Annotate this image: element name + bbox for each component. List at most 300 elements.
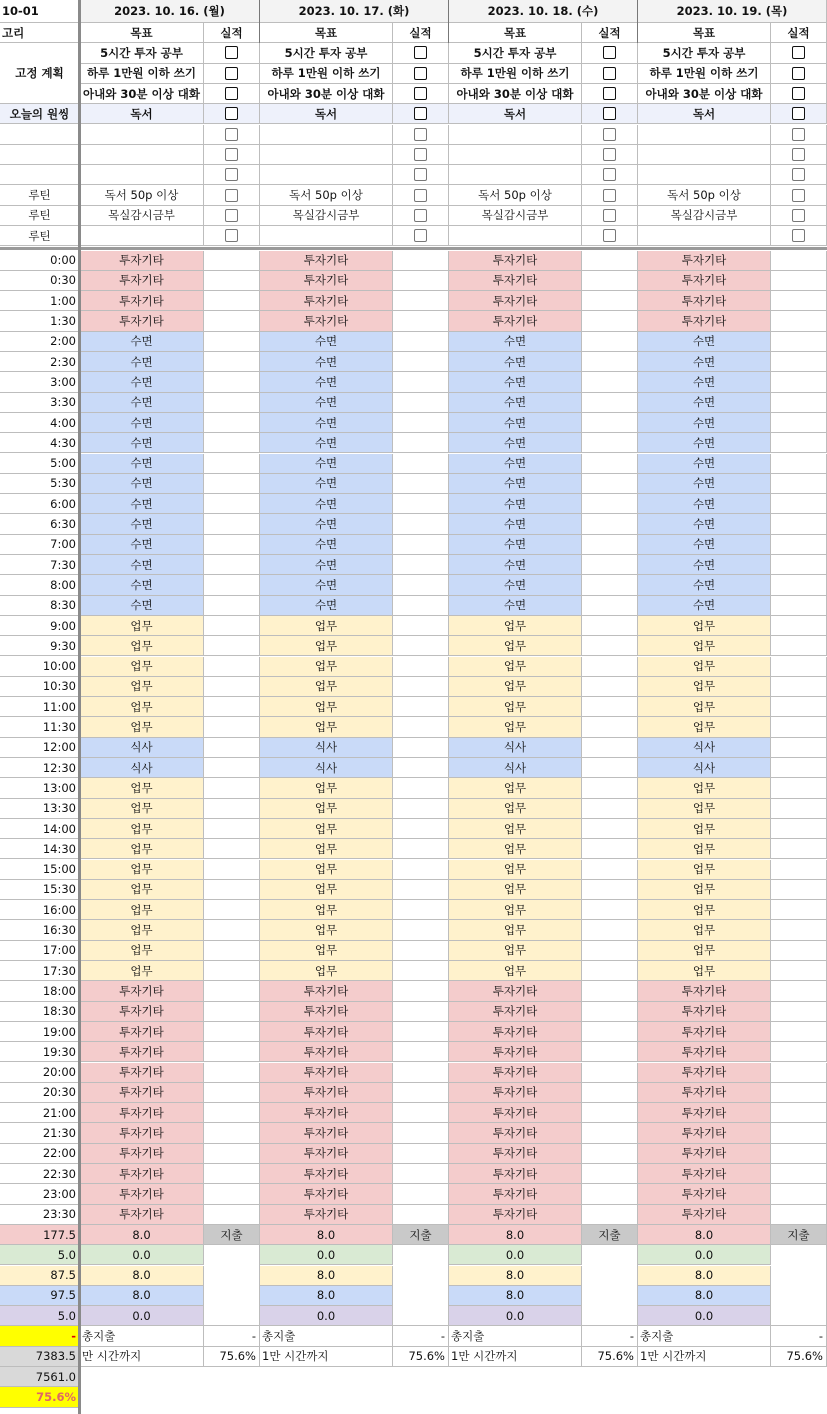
empty-goal-cell[interactable] [449, 125, 582, 145]
schedule-activity[interactable]: 수면 [80, 372, 204, 392]
schedule-activity[interactable]: 업무 [260, 616, 393, 636]
schedule-result-cell[interactable] [204, 819, 260, 839]
schedule-result-cell[interactable] [771, 494, 827, 514]
schedule-result-cell[interactable] [204, 616, 260, 636]
result-checkbox[interactable] [792, 168, 805, 181]
schedule-result-cell[interactable] [393, 1184, 449, 1204]
schedule-activity[interactable]: 투자기타 [638, 251, 771, 271]
result-checkbox[interactable] [792, 46, 805, 59]
schedule-result-cell[interactable] [204, 677, 260, 697]
schedule-activity[interactable]: 식사 [449, 738, 582, 758]
schedule-result-cell[interactable] [393, 758, 449, 778]
schedule-activity[interactable]: 수면 [80, 535, 204, 555]
schedule-result-cell[interactable] [393, 413, 449, 433]
schedule-result-cell[interactable] [204, 738, 260, 758]
schedule-activity[interactable]: 수면 [80, 575, 204, 595]
schedule-result-cell[interactable] [771, 1103, 827, 1123]
schedule-activity[interactable]: 투자기타 [260, 1002, 393, 1022]
schedule-activity[interactable]: 업무 [80, 677, 204, 697]
schedule-result-cell[interactable] [582, 555, 638, 575]
schedule-result-cell[interactable] [771, 555, 827, 575]
schedule-result-cell[interactable] [582, 697, 638, 717]
schedule-result-cell[interactable] [204, 1164, 260, 1184]
expense-input[interactable] [582, 1245, 638, 1326]
schedule-result-cell[interactable] [204, 799, 260, 819]
schedule-activity[interactable]: 업무 [80, 961, 204, 981]
result-checkbox[interactable] [225, 148, 238, 161]
schedule-result-cell[interactable] [771, 271, 827, 291]
schedule-activity[interactable]: 업무 [260, 799, 393, 819]
schedule-result-cell[interactable] [393, 941, 449, 961]
schedule-activity[interactable]: 수면 [638, 494, 771, 514]
schedule-result-cell[interactable] [771, 1042, 827, 1062]
result-checkbox[interactable] [792, 67, 805, 80]
schedule-activity[interactable]: 투자기타 [449, 1083, 582, 1103]
result-checkbox[interactable] [792, 87, 805, 100]
result-checkbox[interactable] [792, 209, 805, 222]
schedule-activity[interactable]: 업무 [638, 616, 771, 636]
result-checkbox[interactable] [414, 209, 427, 222]
schedule-result-cell[interactable] [582, 1205, 638, 1225]
schedule-activity[interactable]: 투자기타 [638, 291, 771, 311]
schedule-result-cell[interactable] [204, 454, 260, 474]
schedule-result-cell[interactable] [582, 251, 638, 271]
schedule-result-cell[interactable] [771, 1164, 827, 1184]
schedule-result-cell[interactable] [771, 251, 827, 271]
schedule-result-cell[interactable] [771, 677, 827, 697]
schedule-result-cell[interactable] [771, 372, 827, 392]
schedule-activity[interactable]: 업무 [260, 860, 393, 880]
result-checkbox[interactable] [414, 168, 427, 181]
schedule-result-cell[interactable] [582, 677, 638, 697]
schedule-activity[interactable]: 수면 [449, 352, 582, 372]
schedule-result-cell[interactable] [204, 900, 260, 920]
schedule-activity[interactable]: 투자기타 [638, 1103, 771, 1123]
schedule-result-cell[interactable] [393, 981, 449, 1001]
schedule-activity[interactable]: 수면 [80, 332, 204, 352]
schedule-activity[interactable]: 업무 [449, 941, 582, 961]
schedule-result-cell[interactable] [204, 941, 260, 961]
schedule-activity[interactable]: 수면 [638, 555, 771, 575]
schedule-result-cell[interactable] [393, 372, 449, 392]
result-checkbox[interactable] [414, 67, 427, 80]
schedule-activity[interactable]: 식사 [260, 738, 393, 758]
schedule-result-cell[interactable] [393, 271, 449, 291]
schedule-result-cell[interactable] [771, 657, 827, 677]
result-checkbox[interactable] [414, 128, 427, 141]
schedule-result-cell[interactable] [204, 555, 260, 575]
schedule-result-cell[interactable] [582, 352, 638, 372]
schedule-result-cell[interactable] [582, 1103, 638, 1123]
schedule-activity[interactable]: 투자기타 [80, 1164, 204, 1184]
schedule-activity[interactable]: 업무 [80, 799, 204, 819]
schedule-activity[interactable]: 식사 [80, 758, 204, 778]
schedule-result-cell[interactable] [393, 1144, 449, 1164]
schedule-result-cell[interactable] [582, 758, 638, 778]
schedule-result-cell[interactable] [393, 291, 449, 311]
schedule-result-cell[interactable] [771, 1184, 827, 1204]
schedule-activity[interactable]: 투자기타 [260, 1022, 393, 1042]
schedule-result-cell[interactable] [582, 860, 638, 880]
schedule-result-cell[interactable] [771, 799, 827, 819]
schedule-result-cell[interactable] [582, 474, 638, 494]
schedule-activity[interactable]: 수면 [449, 596, 582, 616]
schedule-result-cell[interactable] [204, 1022, 260, 1042]
schedule-activity[interactable]: 업무 [449, 717, 582, 737]
schedule-activity[interactable]: 수면 [638, 575, 771, 595]
schedule-result-cell[interactable] [204, 1123, 260, 1143]
empty-goal-cell[interactable] [80, 165, 204, 185]
schedule-result-cell[interactable] [582, 616, 638, 636]
schedule-activity[interactable]: 업무 [638, 839, 771, 859]
schedule-result-cell[interactable] [204, 778, 260, 798]
schedule-activity[interactable]: 수면 [449, 433, 582, 453]
schedule-result-cell[interactable] [393, 1002, 449, 1022]
schedule-result-cell[interactable] [582, 372, 638, 392]
result-checkbox[interactable] [414, 148, 427, 161]
schedule-result-cell[interactable] [204, 575, 260, 595]
schedule-result-cell[interactable] [393, 1022, 449, 1042]
schedule-activity[interactable]: 업무 [80, 860, 204, 880]
schedule-activity[interactable]: 업무 [638, 636, 771, 656]
schedule-result-cell[interactable] [204, 311, 260, 331]
schedule-activity[interactable]: 수면 [260, 555, 393, 575]
schedule-result-cell[interactable] [771, 575, 827, 595]
schedule-activity[interactable]: 수면 [260, 596, 393, 616]
schedule-result-cell[interactable] [393, 535, 449, 555]
schedule-activity[interactable]: 투자기타 [449, 251, 582, 271]
result-checkbox[interactable] [792, 189, 805, 202]
schedule-activity[interactable]: 투자기타 [449, 981, 582, 1001]
schedule-result-cell[interactable] [393, 778, 449, 798]
schedule-result-cell[interactable] [582, 657, 638, 677]
schedule-result-cell[interactable] [771, 291, 827, 311]
schedule-result-cell[interactable] [393, 251, 449, 271]
schedule-activity[interactable]: 투자기타 [260, 311, 393, 331]
schedule-result-cell[interactable] [204, 636, 260, 656]
schedule-result-cell[interactable] [771, 535, 827, 555]
schedule-activity[interactable]: 투자기타 [449, 1164, 582, 1184]
schedule-activity[interactable]: 수면 [260, 332, 393, 352]
schedule-result-cell[interactable] [771, 819, 827, 839]
schedule-result-cell[interactable] [393, 920, 449, 940]
schedule-activity[interactable]: 투자기타 [80, 1042, 204, 1062]
result-checkbox[interactable] [414, 229, 427, 242]
schedule-result-cell[interactable] [771, 1063, 827, 1083]
schedule-activity[interactable]: 투자기타 [449, 1123, 582, 1143]
schedule-result-cell[interactable] [771, 1144, 827, 1164]
schedule-result-cell[interactable] [771, 413, 827, 433]
schedule-result-cell[interactable] [582, 494, 638, 514]
schedule-activity[interactable]: 수면 [260, 393, 393, 413]
schedule-activity[interactable]: 수면 [638, 393, 771, 413]
result-checkbox[interactable] [603, 128, 616, 141]
schedule-activity[interactable]: 업무 [80, 778, 204, 798]
schedule-result-cell[interactable] [204, 1083, 260, 1103]
schedule-activity[interactable]: 업무 [638, 677, 771, 697]
schedule-result-cell[interactable] [204, 535, 260, 555]
schedule-activity[interactable]: 수면 [260, 575, 393, 595]
schedule-result-cell[interactable] [771, 332, 827, 352]
schedule-activity[interactable]: 수면 [449, 575, 582, 595]
result-checkbox[interactable] [225, 107, 238, 120]
schedule-activity[interactable]: 업무 [260, 839, 393, 859]
schedule-activity[interactable]: 업무 [449, 880, 582, 900]
schedule-result-cell[interactable] [393, 839, 449, 859]
result-checkbox[interactable] [603, 189, 616, 202]
schedule-activity[interactable]: 투자기타 [638, 1123, 771, 1143]
schedule-activity[interactable]: 업무 [449, 839, 582, 859]
schedule-result-cell[interactable] [771, 961, 827, 981]
schedule-result-cell[interactable] [582, 961, 638, 981]
schedule-result-cell[interactable] [582, 1164, 638, 1184]
schedule-result-cell[interactable] [771, 596, 827, 616]
schedule-result-cell[interactable] [393, 616, 449, 636]
schedule-result-cell[interactable] [204, 251, 260, 271]
schedule-activity[interactable]: 수면 [449, 393, 582, 413]
schedule-activity[interactable]: 수면 [80, 433, 204, 453]
schedule-result-cell[interactable] [582, 839, 638, 859]
schedule-result-cell[interactable] [204, 494, 260, 514]
schedule-activity[interactable]: 투자기타 [260, 251, 393, 271]
schedule-activity[interactable]: 업무 [638, 778, 771, 798]
schedule-activity[interactable]: 수면 [449, 555, 582, 575]
schedule-result-cell[interactable] [204, 697, 260, 717]
schedule-activity[interactable]: 업무 [449, 778, 582, 798]
schedule-result-cell[interactable] [393, 677, 449, 697]
schedule-result-cell[interactable] [771, 738, 827, 758]
schedule-activity[interactable]: 식사 [80, 738, 204, 758]
schedule-result-cell[interactable] [204, 657, 260, 677]
schedule-activity[interactable]: 수면 [80, 555, 204, 575]
schedule-activity[interactable]: 업무 [638, 819, 771, 839]
schedule-activity[interactable]: 수면 [260, 494, 393, 514]
schedule-activity[interactable]: 업무 [80, 717, 204, 737]
schedule-activity[interactable]: 업무 [449, 799, 582, 819]
schedule-activity[interactable]: 수면 [449, 413, 582, 433]
schedule-result-cell[interactable] [204, 1205, 260, 1225]
schedule-activity[interactable]: 수면 [80, 393, 204, 413]
schedule-result-cell[interactable] [771, 900, 827, 920]
schedule-result-cell[interactable] [582, 454, 638, 474]
schedule-activity[interactable]: 업무 [449, 657, 582, 677]
schedule-result-cell[interactable] [582, 1002, 638, 1022]
schedule-activity[interactable]: 수면 [638, 352, 771, 372]
schedule-result-cell[interactable] [582, 778, 638, 798]
schedule-result-cell[interactable] [582, 717, 638, 737]
schedule-activity[interactable]: 투자기타 [80, 1123, 204, 1143]
schedule-activity[interactable]: 투자기타 [449, 1002, 582, 1022]
schedule-result-cell[interactable] [771, 393, 827, 413]
result-checkbox[interactable] [225, 46, 238, 59]
schedule-activity[interactable]: 수면 [260, 413, 393, 433]
expense-input[interactable] [393, 1245, 449, 1326]
schedule-result-cell[interactable] [771, 474, 827, 494]
schedule-result-cell[interactable] [771, 880, 827, 900]
schedule-activity[interactable]: 업무 [449, 636, 582, 656]
schedule-result-cell[interactable] [582, 1144, 638, 1164]
schedule-result-cell[interactable] [582, 332, 638, 352]
schedule-activity[interactable]: 업무 [260, 697, 393, 717]
empty-goal-cell[interactable] [260, 145, 393, 165]
schedule-activity[interactable]: 업무 [80, 880, 204, 900]
schedule-activity[interactable]: 투자기타 [449, 1022, 582, 1042]
schedule-activity[interactable]: 수면 [80, 474, 204, 494]
schedule-activity[interactable]: 업무 [638, 880, 771, 900]
schedule-result-cell[interactable] [771, 1002, 827, 1022]
schedule-result-cell[interactable] [771, 311, 827, 331]
schedule-activity[interactable]: 투자기타 [260, 1205, 393, 1225]
expense-input[interactable] [771, 1245, 827, 1326]
schedule-result-cell[interactable] [204, 372, 260, 392]
result-checkbox[interactable] [603, 87, 616, 100]
schedule-activity[interactable]: 업무 [638, 900, 771, 920]
schedule-result-cell[interactable] [393, 636, 449, 656]
schedule-result-cell[interactable] [582, 291, 638, 311]
schedule-result-cell[interactable] [204, 433, 260, 453]
schedule-activity[interactable]: 수면 [638, 332, 771, 352]
schedule-activity[interactable]: 업무 [80, 839, 204, 859]
schedule-activity[interactable]: 투자기타 [80, 311, 204, 331]
schedule-activity[interactable]: 투자기타 [80, 1205, 204, 1225]
schedule-result-cell[interactable] [771, 860, 827, 880]
schedule-result-cell[interactable] [204, 1184, 260, 1204]
empty-goal-cell[interactable] [449, 145, 582, 165]
schedule-activity[interactable]: 업무 [260, 778, 393, 798]
schedule-activity[interactable]: 수면 [449, 514, 582, 534]
empty-goal-cell[interactable] [638, 165, 771, 185]
empty-goal-cell[interactable] [80, 125, 204, 145]
schedule-activity[interactable]: 수면 [80, 413, 204, 433]
result-checkbox[interactable] [792, 128, 805, 141]
schedule-activity[interactable]: 투자기타 [80, 251, 204, 271]
schedule-activity[interactable]: 투자기타 [449, 1205, 582, 1225]
schedule-activity[interactable]: 투자기타 [80, 1083, 204, 1103]
schedule-activity[interactable]: 투자기타 [449, 1042, 582, 1062]
result-checkbox[interactable] [414, 189, 427, 202]
schedule-activity[interactable]: 투자기타 [80, 1144, 204, 1164]
result-checkbox[interactable] [225, 128, 238, 141]
schedule-activity[interactable]: 수면 [260, 433, 393, 453]
schedule-activity[interactable]: 투자기타 [260, 1042, 393, 1062]
schedule-activity[interactable]: 수면 [80, 352, 204, 372]
schedule-result-cell[interactable] [771, 697, 827, 717]
schedule-activity[interactable]: 수면 [260, 514, 393, 534]
schedule-activity[interactable]: 업무 [638, 860, 771, 880]
schedule-result-cell[interactable] [204, 839, 260, 859]
schedule-result-cell[interactable] [204, 717, 260, 737]
schedule-activity[interactable]: 업무 [80, 900, 204, 920]
schedule-activity[interactable]: 투자기타 [260, 1164, 393, 1184]
schedule-activity[interactable]: 수면 [260, 352, 393, 372]
schedule-activity[interactable]: 업무 [638, 697, 771, 717]
schedule-result-cell[interactable] [393, 514, 449, 534]
schedule-result-cell[interactable] [393, 1205, 449, 1225]
schedule-result-cell[interactable] [204, 596, 260, 616]
schedule-activity[interactable]: 업무 [449, 900, 582, 920]
schedule-result-cell[interactable] [204, 332, 260, 352]
schedule-activity[interactable]: 수면 [638, 372, 771, 392]
schedule-result-cell[interactable] [582, 880, 638, 900]
result-checkbox[interactable] [603, 46, 616, 59]
result-checkbox[interactable] [414, 46, 427, 59]
schedule-activity[interactable]: 수면 [638, 433, 771, 453]
schedule-activity[interactable]: 투자기타 [449, 271, 582, 291]
schedule-activity[interactable]: 투자기타 [638, 311, 771, 331]
schedule-result-cell[interactable] [204, 880, 260, 900]
schedule-activity[interactable]: 투자기타 [638, 1042, 771, 1062]
schedule-activity[interactable]: 식사 [260, 758, 393, 778]
schedule-result-cell[interactable] [393, 1103, 449, 1123]
schedule-result-cell[interactable] [582, 636, 638, 656]
empty-goal-cell[interactable] [260, 165, 393, 185]
result-checkbox[interactable] [225, 168, 238, 181]
schedule-result-cell[interactable] [393, 454, 449, 474]
schedule-result-cell[interactable] [393, 474, 449, 494]
schedule-activity[interactable]: 업무 [260, 657, 393, 677]
schedule-result-cell[interactable] [582, 920, 638, 940]
schedule-activity[interactable]: 업무 [80, 941, 204, 961]
schedule-activity[interactable]: 수면 [638, 413, 771, 433]
schedule-result-cell[interactable] [393, 575, 449, 595]
schedule-result-cell[interactable] [393, 900, 449, 920]
schedule-activity[interactable]: 업무 [449, 677, 582, 697]
schedule-result-cell[interactable] [393, 819, 449, 839]
schedule-activity[interactable]: 수면 [449, 372, 582, 392]
result-checkbox[interactable] [603, 148, 616, 161]
schedule-result-cell[interactable] [582, 575, 638, 595]
schedule-activity[interactable]: 업무 [80, 697, 204, 717]
schedule-result-cell[interactable] [771, 981, 827, 1001]
schedule-activity[interactable]: 업무 [449, 961, 582, 981]
schedule-activity[interactable]: 투자기타 [449, 1103, 582, 1123]
schedule-activity[interactable]: 수면 [638, 454, 771, 474]
schedule-result-cell[interactable] [393, 1042, 449, 1062]
schedule-result-cell[interactable] [204, 413, 260, 433]
schedule-activity[interactable]: 투자기타 [638, 1205, 771, 1225]
schedule-activity[interactable]: 투자기타 [638, 1184, 771, 1204]
schedule-activity[interactable]: 수면 [260, 454, 393, 474]
schedule-activity[interactable]: 수면 [449, 332, 582, 352]
schedule-result-cell[interactable] [393, 738, 449, 758]
schedule-activity[interactable]: 업무 [260, 961, 393, 981]
schedule-result-cell[interactable] [204, 1002, 260, 1022]
schedule-result-cell[interactable] [771, 636, 827, 656]
result-checkbox[interactable] [225, 67, 238, 80]
schedule-activity[interactable]: 투자기타 [638, 1022, 771, 1042]
schedule-result-cell[interactable] [393, 311, 449, 331]
result-checkbox[interactable] [414, 107, 427, 120]
schedule-activity[interactable]: 업무 [449, 860, 582, 880]
schedule-result-cell[interactable] [771, 1022, 827, 1042]
schedule-activity[interactable]: 수면 [638, 596, 771, 616]
schedule-activity[interactable]: 업무 [638, 717, 771, 737]
schedule-result-cell[interactable] [204, 271, 260, 291]
schedule-activity[interactable]: 업무 [449, 920, 582, 940]
schedule-result-cell[interactable] [393, 1063, 449, 1083]
schedule-activity[interactable]: 투자기타 [449, 291, 582, 311]
result-checkbox[interactable] [603, 107, 616, 120]
schedule-result-cell[interactable] [771, 616, 827, 636]
schedule-activity[interactable]: 업무 [449, 616, 582, 636]
schedule-activity[interactable]: 투자기타 [260, 1184, 393, 1204]
schedule-result-cell[interactable] [204, 1042, 260, 1062]
schedule-result-cell[interactable] [771, 514, 827, 534]
schedule-activity[interactable]: 투자기타 [260, 1123, 393, 1143]
schedule-activity[interactable]: 투자기타 [80, 1103, 204, 1123]
schedule-activity[interactable]: 투자기타 [260, 1063, 393, 1083]
schedule-result-cell[interactable] [582, 738, 638, 758]
